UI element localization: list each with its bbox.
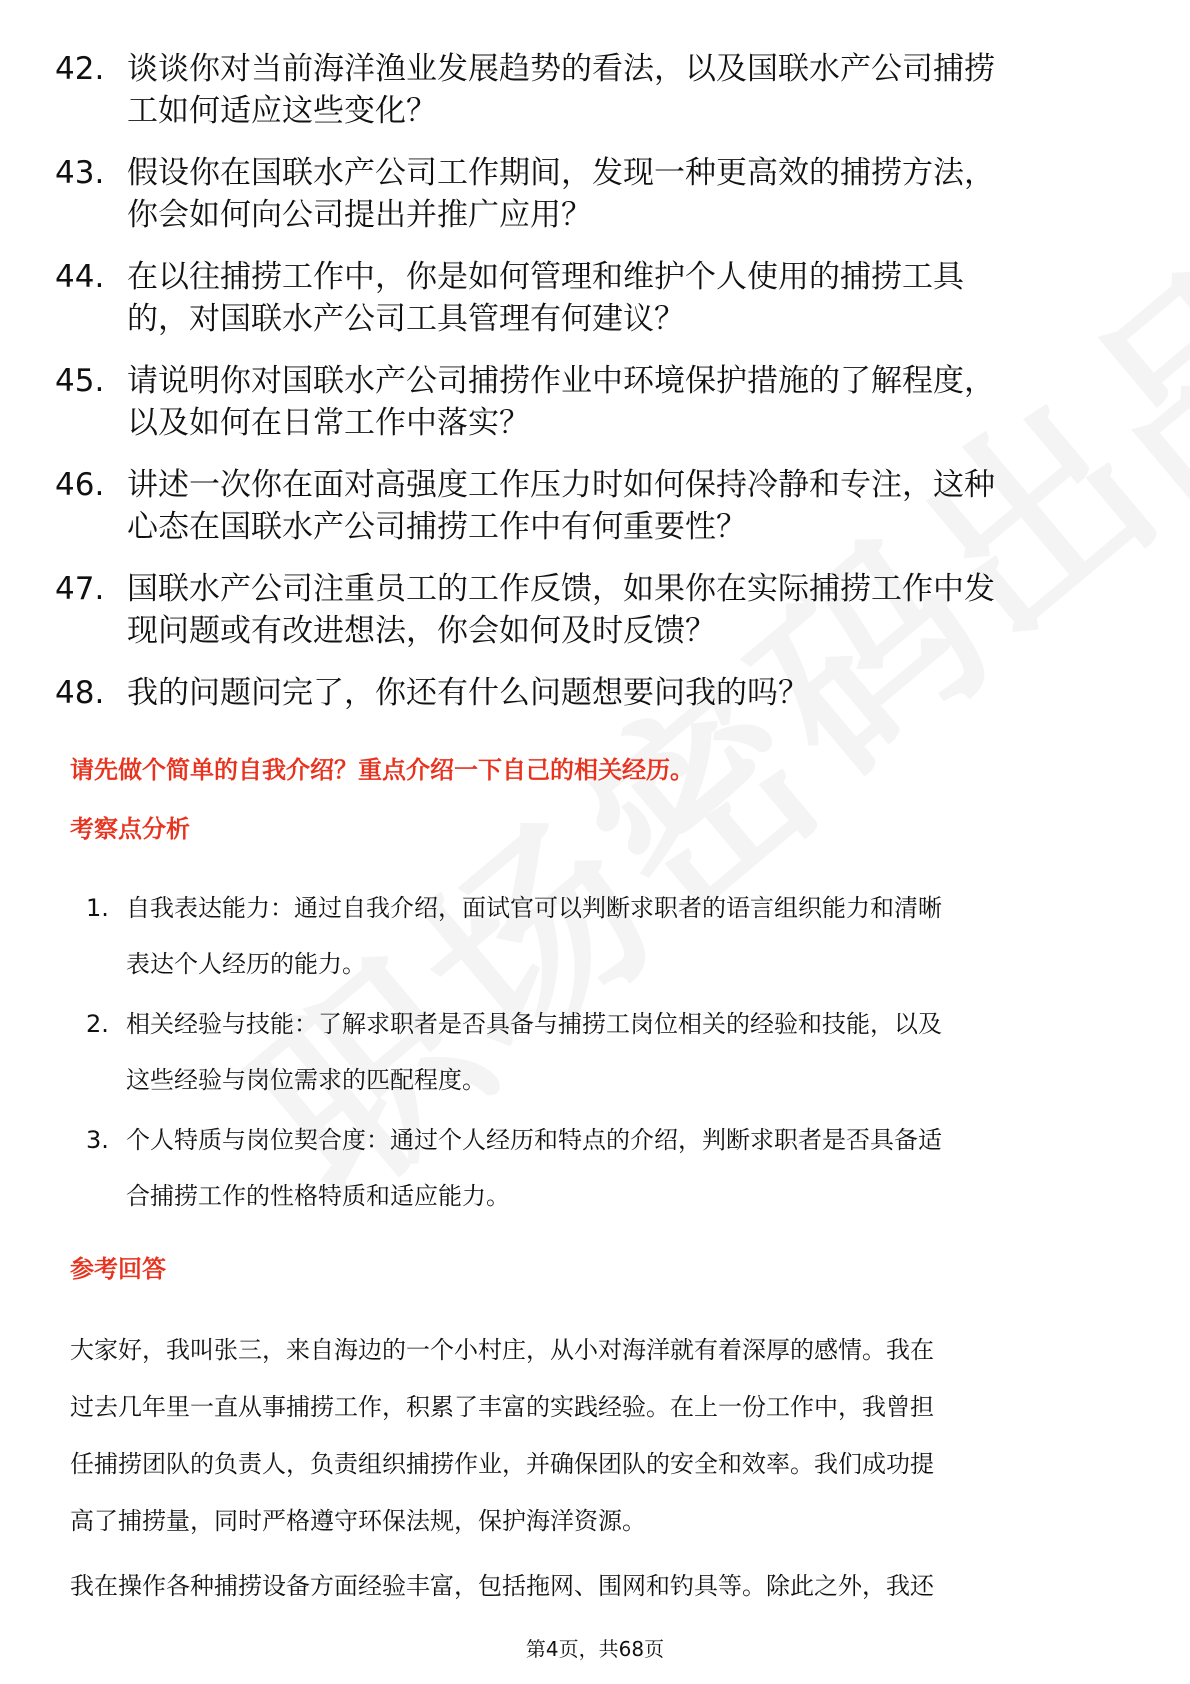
question-number: 42.: [55, 51, 105, 87]
answer-line: 任捕捞团队的负责人，负责组织捕捞作业，并确保团队的安全和效率。我们成功提: [70, 1450, 934, 1478]
answer-line: 大家好，我叫张三，来自海边的一个小村庄，从小对海洋就有着深厚的感情。我在: [70, 1336, 934, 1364]
question-item: [55, 152, 1135, 236]
answer-title: 参考回答: [70, 1255, 166, 1283]
analysis-line: 合捕捞工作的性格特质和适应能力。: [126, 1182, 510, 1210]
page-footer: 第4页，共68页: [525, 1637, 665, 1661]
analysis-number: 3.: [86, 1126, 109, 1154]
analysis-item: [86, 880, 1126, 992]
analysis-item: [86, 996, 1126, 1108]
analysis-line: 相关经验与技能：了解求职者是否具备与捕捞工岗位相关的经验和技能，以及: [126, 1010, 942, 1038]
analysis-title: 考察点分析: [70, 815, 190, 843]
question-item: [55, 48, 1135, 132]
question-line: 请说明你对国联水产公司捕捞作业中环境保护措施的了解程度，: [127, 363, 995, 399]
question-line: 工如何适应这些变化？: [127, 93, 437, 129]
answer-paragraph: [70, 1558, 1120, 1615]
analysis-number: 2.: [86, 1010, 109, 1038]
interview-prompt: 请先做个简单的自我介绍？重点介绍一下自己的相关经历。: [70, 756, 694, 784]
question-number: 45.: [55, 363, 105, 399]
question-item: [55, 464, 1135, 548]
question-line: 心态在国联水产公司捕捞工作中有何重要性？: [127, 509, 747, 545]
answer-paragraph: [70, 1322, 1120, 1550]
analysis-number: 1.: [86, 894, 109, 922]
question-item: [55, 672, 1135, 714]
question-list: [55, 48, 1135, 734]
answer-line: 我在操作各种捕捞设备方面经验丰富，包括拖网、围网和钓具等。除此之外，我还: [70, 1572, 934, 1600]
question-number: 46.: [55, 467, 105, 503]
question-item: [55, 256, 1135, 340]
question-line: 在以往捕捞工作中，你是如何管理和维护个人使用的捕捞工具: [127, 259, 964, 295]
analysis-line: 自我表达能力：通过自我介绍，面试官可以判断求职者的语言组织能力和清晰: [126, 894, 942, 922]
answer-line: 过去几年里一直从事捕捞工作，积累了丰富的实践经验。在上一份工作中，我曾担: [70, 1393, 934, 1421]
analysis-list: [86, 880, 1126, 1228]
analysis-item: [86, 1112, 1126, 1224]
question-line: 假设你在国联水产公司工作期间，发现一种更高效的捕捞方法，: [127, 155, 995, 191]
question-line: 的，对国联水产公司工具管理有何建议？: [127, 301, 685, 337]
question-item: [55, 568, 1135, 652]
question-number: 47.: [55, 571, 105, 607]
question-number: 44.: [55, 259, 105, 295]
analysis-line: 表达个人经历的能力。: [126, 950, 366, 978]
answer-line: 高了捕捞量，同时严格遵守环保法规，保护海洋资源。: [70, 1507, 646, 1535]
question-line: 谈谈你对当前海洋渔业发展趋势的看法，以及国联水产公司捕捞: [127, 51, 995, 87]
question-item: [55, 360, 1135, 444]
question-line: 以及如何在日常工作中落实？: [127, 405, 530, 441]
question-line: 我的问题问完了，你还有什么问题想要问我的吗？: [127, 675, 809, 711]
question-line: 现问题或有改进想法，你会如何及时反馈？: [127, 613, 716, 649]
question-line: 国联水产公司注重员工的工作反馈，如果你在实际捕捞工作中发: [127, 571, 995, 607]
analysis-line: 个人特质与岗位契合度：通过个人经历和特点的介绍，判断求职者是否具备适: [126, 1126, 942, 1154]
question-number: 43.: [55, 155, 105, 191]
question-line: 你会如何向公司提出并推广应用？: [127, 197, 592, 233]
question-line: 讲述一次你在面对高强度工作压力时如何保持冷静和专注，这种: [127, 467, 995, 503]
analysis-line: 这些经验与岗位需求的匹配程度。: [126, 1066, 486, 1094]
question-number: 48.: [55, 675, 105, 711]
